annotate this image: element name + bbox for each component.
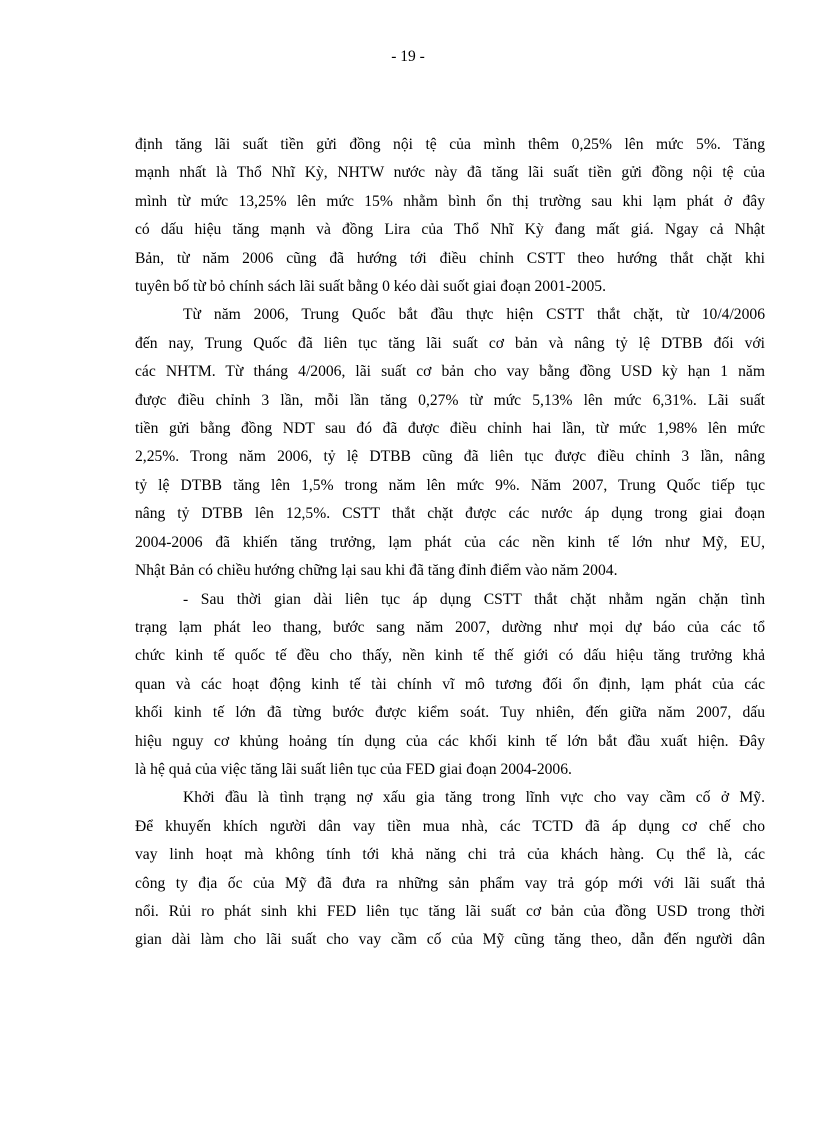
text-line: công ty địa ốc của Mỹ đã đưa ra những sản phẩm vay trả góp mới với lãi suất thả xyxy=(135,874,765,892)
text-line: là hệ quả của việc tăng lãi suất liên tục của FED giai đoạn 2004-2006. xyxy=(135,760,572,778)
page-number: - 19 - xyxy=(391,48,425,65)
text-line: chức kinh tế quốc tế đều cho thấy, nền kinh tế thế giới có dấu hiệu tăng trưởng khả xyxy=(135,647,765,665)
text-line: 2,25%. Trong năm 2006, tỷ lệ DTBB cũng đã liên tục được điều chỉnh 3 lần, nâng xyxy=(135,448,765,466)
text-line: có dấu hiệu tăng mạnh và đồng Lira của Thổ Nhĩ Kỳ đang mất giá. Ngay cả Nhật xyxy=(135,221,765,239)
text-line: được điều chỉnh 3 lần, mỗi lần tăng 0,27% từ mức 5,13% lên mức 6,31%. Lãi suất xyxy=(135,391,765,409)
paragraph-1 xyxy=(135,131,765,301)
text-line: Bản, từ năm 2006 cũng đã hướng tới điều chỉnh CSTT theo hướng thắt chặt khi xyxy=(135,249,765,267)
text-line: đến nay, Trung Quốc đã liên tục tăng lãi suất cơ bản và nâng tỷ lệ DTBB đối với xyxy=(135,334,765,352)
text-line: các NHTM. Từ tháng 4/2006, lãi suất cơ bản cho vay bằng đồng USD kỳ hạn 1 năm xyxy=(135,363,765,381)
text-line: Từ năm 2006, Trung Quốc bắt đầu thực hiện CSTT thắt chặt, từ 10/4/2006 xyxy=(183,306,765,324)
text-line: tiền gửi bằng đồng NDT sau đó đã được điều chỉnh hai lần, từ mức 1,98% lên mức xyxy=(135,420,765,438)
text-line: nâng tỷ DTBB lên 12,5%. CSTT thắt chặt được các nước áp dụng trong giai đoạn xyxy=(135,505,765,523)
text-line: vay linh hoạt mà không tính tới khả năng chi trả của khách hàng. Cụ thể là, các xyxy=(135,846,765,864)
text-line: 2004-2006 đã khiến tăng trưởng, lạm phát của các nền kinh tế lớn như Mỹ, EU, xyxy=(135,533,765,551)
text-line: mạnh nhất là Thổ Nhĩ Kỳ, NHTW nước này đã tăng lãi suất tiền gửi đồng nội tệ của xyxy=(135,164,765,182)
text-line: hiệu nguy cơ khủng hoảng tín dụng của các khối kinh tế lớn bắt đầu xuất hiện. Đây xyxy=(135,732,765,750)
text-line: mình từ mức 13,25% lên mức 15% nhằm bình ổn thị trường sau khi lạm phát ở đây xyxy=(135,192,765,210)
text-line: nổi. Rủi ro phát sinh khi FED liên tục tăng lãi suất cơ bản của đồng USD trong thời xyxy=(135,902,765,920)
text-line: Nhật Bản có chiều hướng chững lại sau khi đã tăng đỉnh điểm vào năm 2004. xyxy=(135,562,618,580)
text-line: trạng lạm phát leo thang, bước sang năm 2007, dường như mọi dự báo của các tổ xyxy=(135,618,765,636)
text-line: định tăng lãi suất tiền gửi đồng nội tệ của mình thêm 0,25% lên mức 5%. Tăng xyxy=(135,136,765,153)
text-line: khối kinh tế lớn đã từng bước được kiểm soát. Tuy nhiên, đến giữa năm 2007, dấu xyxy=(135,704,765,722)
text-line: Khởi đầu là tình trạng nợ xấu gia tăng trong lĩnh vực cho vay cầm cố ở Mỹ. xyxy=(183,789,765,807)
body-text xyxy=(135,131,765,955)
text-line: gian dài làm cho lãi suất cho vay cầm cố của Mỹ cũng tăng theo, dẫn đến người dân xyxy=(135,931,765,949)
text-line: tuyên bố từ bỏ chính sách lãi suất bằng 0 kéo dài suốt giai đoạn 2001-2005. xyxy=(135,278,606,296)
text-line: - Sau thời gian dài liên tục áp dụng CSTT thắt chặt nhằm ngăn chặn tình xyxy=(183,590,765,608)
paragraph-3 xyxy=(135,586,765,785)
paragraph-4 xyxy=(135,784,765,954)
text-line: quan và các hoạt động kinh tế tài chính vĩ mô tương đối ổn định, lạm phát của các xyxy=(135,675,765,693)
paragraph-2 xyxy=(135,301,765,585)
text-line: Để khuyến khích người dân vay tiền mua nhà, các TCTD đã áp dụng cơ chế cho xyxy=(135,817,765,835)
text-line: tỷ lệ DTBB tăng lên 1,5% trong năm lên mức 9%. Năm 2007, Trung Quốc tiếp tục xyxy=(135,476,765,494)
